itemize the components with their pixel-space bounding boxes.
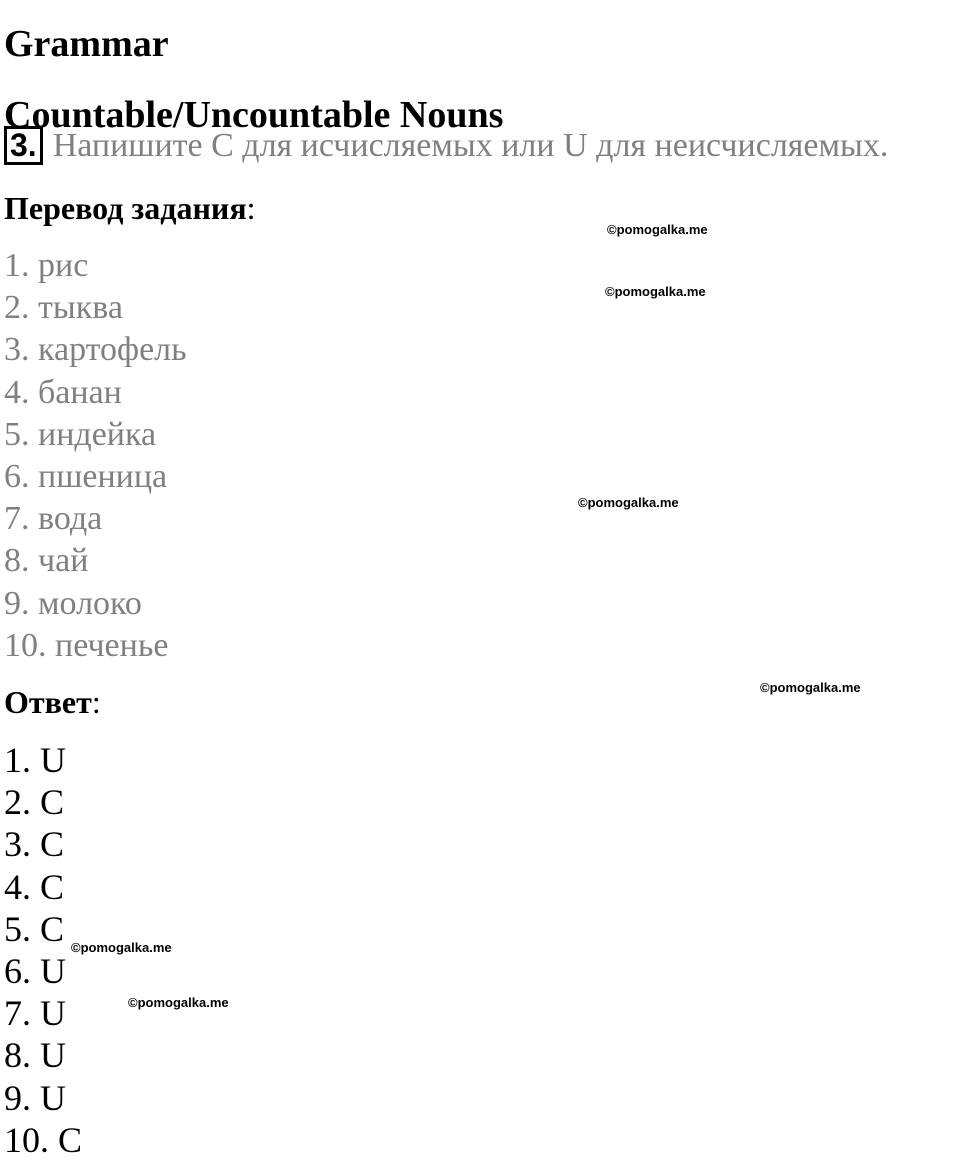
translation-item: 5. индейка	[4, 415, 157, 453]
translation-heading-label: Перевод задания	[4, 190, 247, 226]
translation-list	[4, 245, 187, 667]
translation-item: 2. тыква	[4, 289, 123, 327]
translation-item: 10. печенье	[4, 626, 169, 664]
page-subtitle: Countable/Uncountable Nouns	[4, 93, 504, 136]
translation-item: 7. вода	[4, 500, 103, 538]
answer-item: 6. U	[4, 950, 66, 991]
answer-heading-colon: :	[91, 684, 101, 720]
watermark: ©pomogalka.me	[605, 284, 706, 299]
answer-item: 7. U	[4, 993, 66, 1034]
answer-item: 9. U	[4, 1077, 66, 1118]
answer-item: 4. C	[4, 866, 65, 907]
answer-item: 5. C	[4, 908, 65, 949]
answer-heading	[4, 686, 101, 718]
translation-item: 6. пшеница	[4, 457, 168, 495]
translation-item: 1. рис	[4, 247, 89, 284]
answer-item: 8. U	[4, 1035, 66, 1076]
watermark: ©pomogalka.me	[607, 222, 708, 237]
answer-item: 2. C	[4, 782, 65, 823]
task-row	[4, 126, 888, 165]
watermark: ©pomogalka.me	[578, 495, 679, 510]
answer-item: 1. U	[4, 740, 66, 780]
watermark: ©pomogalka.me	[760, 680, 861, 695]
translation-item: 3. картофель	[4, 331, 187, 369]
watermark: ©pomogalka.me	[128, 995, 229, 1010]
translation-heading-colon: :	[246, 190, 256, 226]
watermark: ©pomogalka.me	[71, 940, 172, 955]
answer-heading-label: Ответ	[4, 684, 92, 720]
answer-item: 3. C	[4, 824, 65, 865]
task-number-badge: 3.	[4, 126, 43, 165]
task-instruction: Напишите C для исчисляемых или U для неисчисляемых.	[52, 126, 889, 164]
translation-item: 8. чай	[4, 542, 89, 580]
translation-heading	[4, 192, 256, 224]
page-title: Grammar	[4, 23, 169, 66]
answer-item: 10. C	[4, 1119, 83, 1160]
translation-item: 4. банан	[4, 373, 122, 411]
translation-item: 9. молоко	[4, 584, 142, 622]
